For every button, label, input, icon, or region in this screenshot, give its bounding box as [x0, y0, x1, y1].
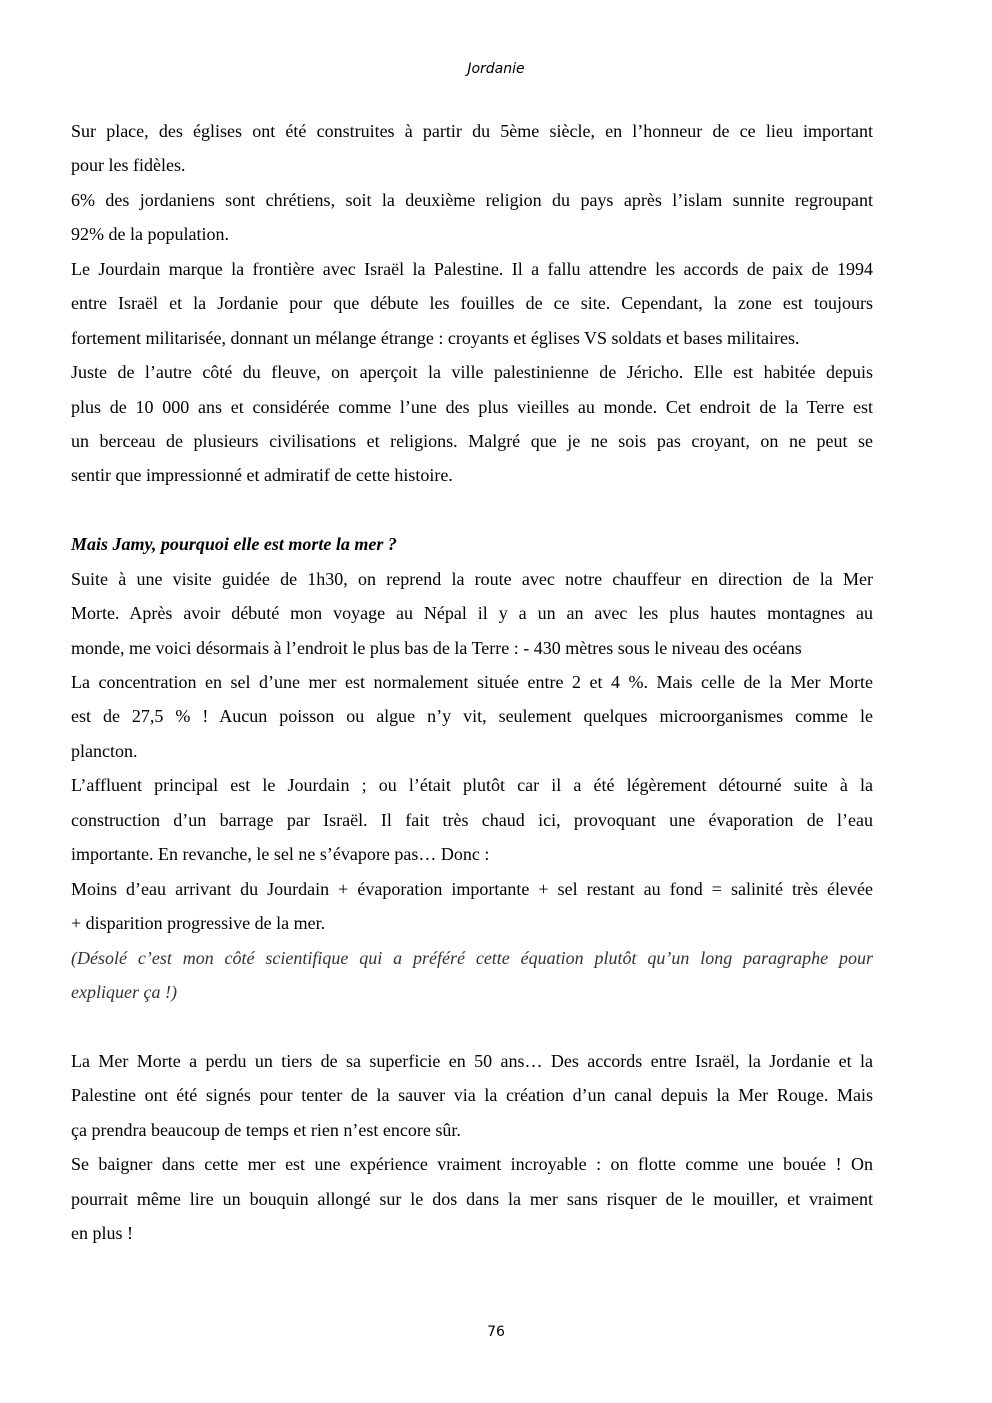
text-line: expliquer ça !): [71, 981, 177, 1002]
text-line: fortement militarisée, donnant un mélange étrange : croyants et églises VS soldats et bases militaires.: [71, 327, 800, 348]
text-line: importante. En revanche, le sel ne s’évapore pas… Donc :: [71, 844, 490, 865]
text-line: + disparition progressive de la mer.: [71, 913, 326, 934]
text-line: construction d’un barrage par Israël. Il fait très chaud ici, provoquant une évaporation de l’eau: [71, 809, 873, 830]
text-line: pour les fidèles.: [71, 155, 186, 176]
text-line: La concentration en sel d’une mer est normalement située entre 2 et 4 %. Mais celle de la Mer Morte: [71, 672, 873, 692]
aside-note: [71, 941, 873, 1010]
paragraph: [71, 665, 873, 768]
text-line: pourrait même lire un bouquin allongé sur le dos dans la mer sans risquer de le mouiller, et vraiment: [71, 1188, 873, 1209]
text-line: Suite à une visite guidée de 1h30, on reprend la route avec notre chauffeur en direction de la Mer: [71, 568, 873, 589]
running-header: Jordanie: [467, 61, 525, 77]
spacer: [71, 493, 873, 527]
text-line: 6% des jordaniens sont chrétiens, soit la deuxième religion du pays après l’islam sunnite regroupant: [71, 189, 873, 210]
text-line: Mais Jamy, pourquoi elle est morte la mer ?: [71, 534, 397, 555]
paragraph: [71, 183, 873, 252]
text-line: plancton.: [71, 740, 138, 761]
text-line: (Désolé c’est mon côté scientifique qui a préféré cette équation plutôt qu’un long paragraphe pour: [71, 947, 873, 968]
document-body: [71, 114, 873, 1250]
text-line: L’affluent principal est le Jourdain ; ou l’était plutôt car il a été légèrement détourné suite à la: [71, 775, 873, 796]
text-line: en plus !: [71, 1223, 133, 1243]
blank-line: [71, 1009, 873, 1043]
text-line: 92% de la population.: [71, 224, 229, 245]
text-line: Moins d’eau arrivant du Jourdain + évaporation importante + sel restant au fond = salinité très élevée: [71, 878, 873, 899]
text-line: Sur place, des églises ont été construites à partir du 5ème siècle, en l’honneur de ce lieu important: [71, 121, 873, 141]
paragraph: [71, 355, 873, 493]
text-line: entre Israël et la Jordanie pour que débute les fouilles de ce site. Cependant, la zone est toujours: [71, 293, 873, 314]
text-line: monde, me voici désormais à l’endroit le plus bas de la Terre : - 430 mètres sous le niveau des océans: [71, 637, 802, 658]
text-line: ça prendra beaucoup de temps et rien n’est encore sûr.: [71, 1119, 461, 1140]
paragraph: [71, 1044, 873, 1147]
paragraph: [71, 872, 873, 941]
page-number: 76: [487, 1324, 505, 1340]
paragraph: [71, 114, 873, 183]
text-line: Morte. Après avoir débuté mon voyage au Népal il y a un an avec les plus hautes montagnes au: [71, 603, 873, 624]
text-line: Palestine ont été signés pour tenter de la sauver via la création d’un canal depuis la Mer Rouge. Mais: [71, 1085, 873, 1106]
paragraph: [71, 252, 873, 355]
paragraph: [71, 768, 873, 871]
spacer: [71, 1009, 873, 1043]
text-line: un berceau de plusieurs civilisations et religions. Malgré que je ne sois pas croyant, on ne peut se: [71, 430, 873, 451]
text-line: Juste de l’autre côté du fleuve, on aperçoit la ville palestinienne de Jéricho. Elle est habitée depuis: [71, 362, 873, 383]
text-line: est de 27,5 % ! Aucun poisson ou algue n’y vit, seulement quelques microorganismes comme le: [71, 706, 873, 727]
text-line: plus de 10 000 ans et considérée comme l’une des plus vieilles au monde. Cet endroit de la Terre est: [71, 396, 873, 417]
paragraph: [71, 562, 873, 665]
text-line: Le Jourdain marque la frontière avec Israël la Palestine. Il a fallu attendre les accords de paix de 1994: [71, 258, 873, 279]
text-line: sentir que impressionné et admiratif de cette histoire.: [71, 465, 453, 486]
blank-line: [71, 493, 873, 527]
text-line: La Mer Morte a perdu un tiers de sa superficie en 50 ans… Des accords entre Israël, la Jordanie et la: [71, 1050, 873, 1071]
section-heading: [71, 527, 873, 561]
paragraph: [71, 1147, 873, 1250]
text-line: Se baigner dans cette mer est une expérience vraiment incroyable : on flotte comme une bouée ! On: [71, 1154, 873, 1175]
